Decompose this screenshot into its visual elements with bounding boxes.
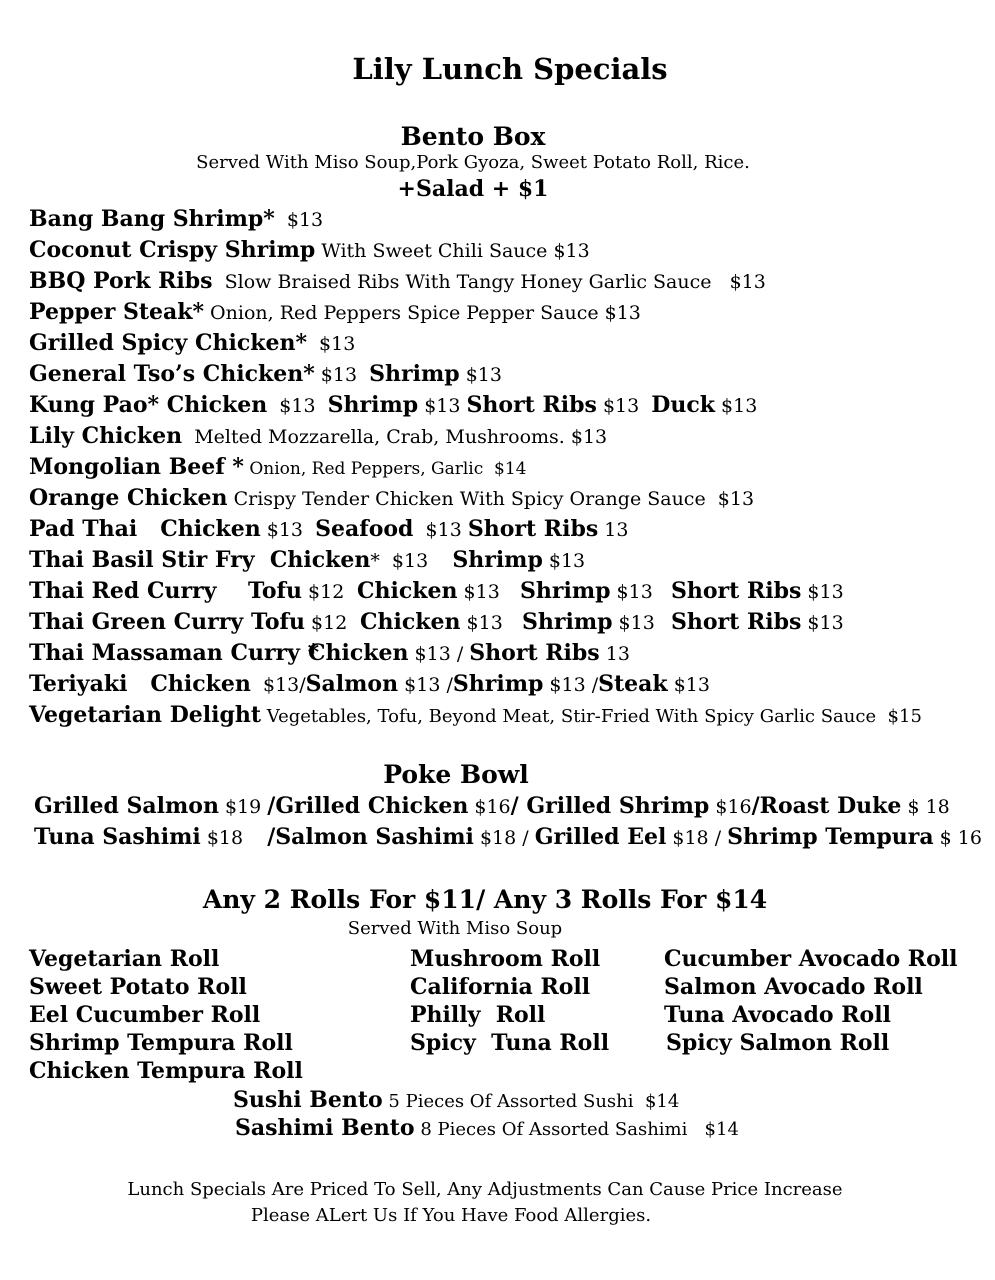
bento-item: [29, 485, 754, 512]
item-name: Short Ribs: [466, 392, 597, 418]
massaman-options: Chicken $13 / Short Ribs 13: [308, 640, 630, 666]
item-desc: Melted Mozzarella, Crab, Mushrooms. $13: [182, 426, 608, 448]
roll-item: Tuna Avocado Roll: [664, 1002, 891, 1028]
item-name: Thai Basil Stir Fry Chicken: [29, 547, 371, 573]
item-desc: $13: [715, 395, 758, 417]
roll-item: Cucumber Avocado Roll: [664, 946, 958, 972]
poke-line: Tuna Sashimi $18 /Salmon Sashimi $18 / Grilled Eel $18 / Shrimp Tempura $ 16: [34, 824, 982, 850]
footer-allergy-note: Please ALert Us If You Have Food Allergies.: [250, 1205, 652, 1226]
item-desc: $13: [459, 364, 502, 386]
item-desc: $13: [267, 395, 328, 417]
roll-item: Chicken Tempura Roll: [29, 1058, 303, 1084]
item-name: Steak: [598, 671, 668, 697]
curry-short-ribs: Short Ribs $13: [671, 578, 844, 604]
bento-item: [29, 206, 323, 233]
item-desc: $13: [306, 333, 356, 355]
item-name: Kung Pao* Chicken: [29, 392, 268, 418]
poke-line: Grilled Salmon $19 /Grilled Chicken $16/ Grilled Shrimp $16/Roast Duke $ 18: [34, 793, 950, 819]
item-desc: $13 /: [398, 674, 453, 696]
sashimi-bento: Sashimi Bento 8 Pieces Of Assorted Sashimi $14: [235, 1115, 739, 1141]
roll-item: Salmon Avocado Roll: [664, 974, 923, 1000]
item-desc: 13: [598, 519, 629, 541]
item-name: Mongolian Beef *: [29, 454, 244, 480]
curry-name: Thai Massaman Curry *: [29, 640, 320, 666]
item-desc: $13: [260, 519, 316, 541]
poke-heading: Poke Bowl: [383, 760, 529, 789]
bento-item: [29, 330, 355, 357]
item-name: Salmon: [305, 671, 399, 697]
item-name: Grilled Spicy Chicken*: [29, 330, 307, 356]
item-name: Orange Chicken: [29, 485, 228, 511]
sushi-bento: Sushi Bento 5 Pieces Of Assorted Sushi $14: [233, 1087, 680, 1113]
curry-short-ribs: Short Ribs $13: [671, 609, 844, 635]
item-name: Shrimp: [327, 392, 419, 418]
item-desc: Crispy Tender Chicken With Spicy Orange Sauce $13: [227, 488, 755, 510]
item-desc: With Sweet Chili Sauce $13: [315, 240, 590, 262]
bento-heading: Bento Box: [400, 122, 546, 151]
bento-item: [29, 299, 641, 326]
item-name: Shrimp: [452, 547, 543, 573]
curry-chicken: Chicken $13: [357, 578, 500, 604]
footer-price-note: Lunch Specials Are Priced To Sell, Any Adjustments Can Cause Price Increase: [127, 1179, 843, 1200]
item-desc: $13/: [250, 674, 306, 696]
roll-item: Spicy Tuna Roll: [410, 1030, 610, 1056]
item-name: General Tso’s Chicken*: [29, 361, 315, 387]
item-name: Teriyaki Chicken: [29, 671, 251, 697]
item-desc: * $13: [370, 550, 453, 572]
bento-item: [29, 268, 766, 295]
roll-item: Sweet Potato Roll: [29, 974, 247, 1000]
item-desc: $13: [418, 395, 467, 417]
roll-item: Vegetarian Roll: [29, 946, 220, 972]
bento-item: [29, 392, 757, 419]
item-name: Vegetarian Delight: [29, 702, 262, 728]
item-name: Shrimp: [452, 671, 544, 697]
curry-chicken: Chicken $13: [360, 609, 503, 635]
roll-item: Philly Roll: [410, 1002, 546, 1028]
item-desc: $13: [413, 519, 468, 541]
item-desc: $13: [596, 395, 652, 417]
bento-item: [29, 702, 922, 730]
curry-name: Thai Green Curry: [29, 609, 244, 635]
bento-item: [29, 361, 502, 388]
bento-served-text: Served With Miso Soup,Pork Gyoza, Sweet Potato Roll, Rice.: [196, 152, 750, 173]
item-name: Bang Bang Shrimp*: [29, 206, 275, 232]
bento-item: [29, 547, 585, 574]
item-desc: $13 /: [543, 674, 599, 696]
item-desc: Onion, Red Peppers, Garlic $14: [243, 459, 527, 479]
item-desc: Slow Braised Ribs With Tangy Honey Garlic Sauce $13: [212, 271, 766, 293]
page-title: Lily Lunch Specials: [352, 52, 668, 86]
item-name: Coconut Crispy Shrimp: [29, 237, 316, 263]
roll-item: Shrimp Tempura Roll: [29, 1030, 293, 1056]
curry-tofu: Tofu $12: [248, 578, 345, 604]
bento-item: [29, 671, 710, 698]
roll-item: Mushroom Roll: [410, 946, 601, 972]
item-desc: $13: [314, 364, 370, 386]
rolls-heading: Any 2 Rolls For $11/ Any 3 Rolls For $14: [202, 885, 768, 914]
bento-item: [29, 237, 590, 264]
item-name: Pad Thai Chicken: [29, 516, 261, 542]
item-desc: $13: [542, 550, 586, 572]
roll-item: California Roll: [410, 974, 591, 1000]
bento-salad-addon: +Salad + $1: [397, 176, 549, 202]
item-name: Seafood: [315, 516, 414, 542]
roll-item: Eel Cucumber Roll: [29, 1002, 261, 1028]
item-name: Lily Chicken: [29, 423, 183, 449]
bento-item: [29, 423, 607, 450]
item-desc: $13: [667, 674, 710, 696]
item-desc: $13: [274, 209, 324, 231]
item-name: BBQ Pork Ribs: [29, 268, 213, 294]
bento-item: [29, 454, 527, 482]
item-desc: Onion, Red Peppers Spice Pepper Sauce $13: [204, 302, 641, 324]
curry-tofu: Tofu $12: [251, 609, 348, 635]
roll-item: Spicy Salmon Roll: [666, 1030, 890, 1056]
bento-item: [29, 516, 628, 543]
curry-shrimp: Shrimp $13: [522, 609, 655, 635]
item-desc: Vegetables, Tofu, Beyond Meat, Stir-Fried With Spicy Garlic Sauce $15: [261, 706, 922, 727]
item-name: Duck: [651, 392, 716, 418]
rolls-served-text: Served With Miso Soup: [347, 918, 563, 939]
item-name: Shrimp: [369, 361, 460, 387]
curry-shrimp: Shrimp $13: [520, 578, 653, 604]
curry-name: Thai Red Curry: [29, 578, 217, 604]
item-name: Short Ribs: [467, 516, 599, 542]
item-name: Pepper Steak*: [29, 299, 205, 325]
